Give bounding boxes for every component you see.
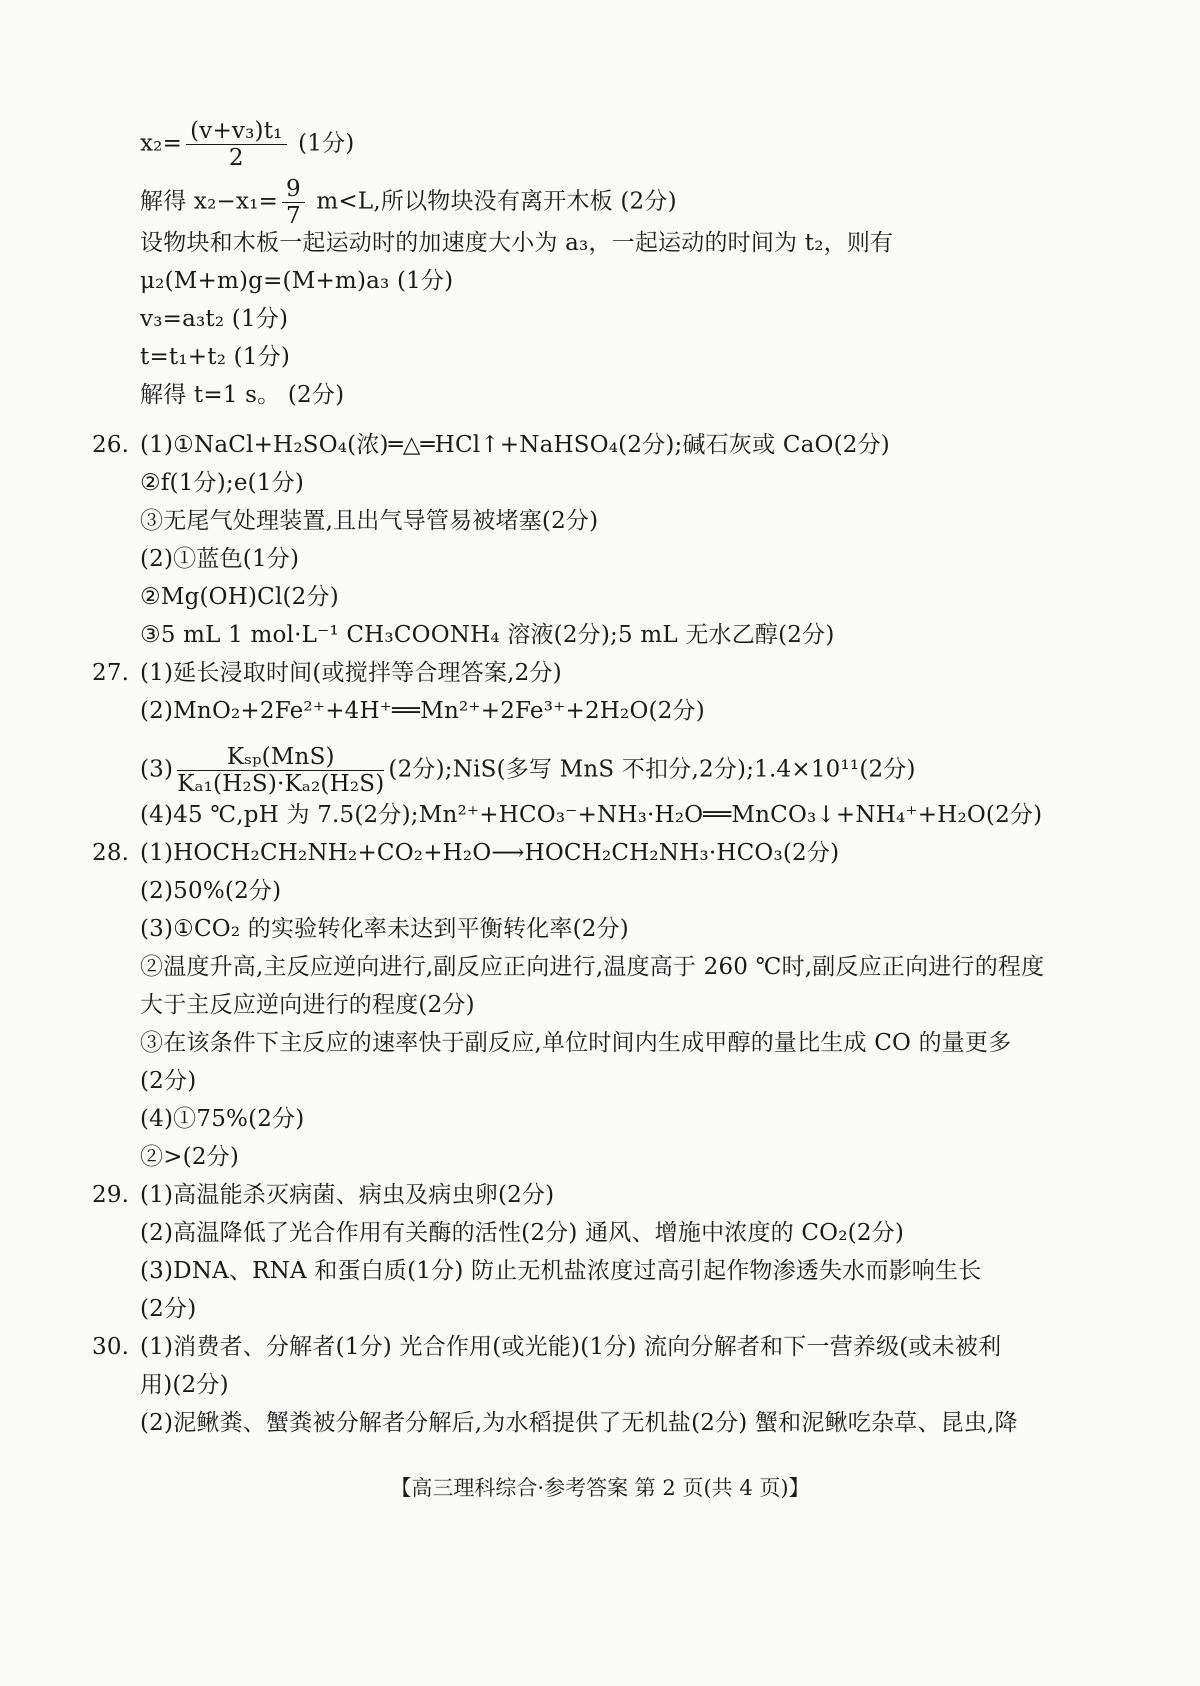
q30-line-3: (2)泥鳅粪、蟹粪被分解者分解后,为水稻提供了无机盐(2分) 蟹和泥鳅吃杂草、昆虫,降 bbox=[140, 1410, 1018, 1436]
fraction-denominator: Kₐ₁(H₂S)·Kₐ₂(H₂S) bbox=[177, 771, 385, 797]
q29-line-4: (2分) bbox=[140, 1296, 197, 1322]
q28-line-6: ③在该条件下主反应的速率快于副反应,单位时间内生成甲醇的量比生成 CO 的量更多 bbox=[140, 1030, 1012, 1056]
answer-text: (1)①NaCl+H₂SO₄(浓)═△═HCl↑+NaHSO₄(2分);碱石灰或 CaO(2分) bbox=[140, 432, 890, 458]
physics-line-3: 设物块和木板一起运动时的加速度大小为 a₃，一起运动的时间为 t₂，则有 bbox=[140, 230, 894, 256]
q27-line-3 bbox=[140, 744, 916, 797]
fraction bbox=[177, 744, 384, 797]
fraction-denominator: 2 bbox=[228, 145, 244, 171]
answer-text: (1)HOCH₂CH₂NH₂+CO₂+H₂O⟶HOCH₂CH₂NH₃·HCO₃(2分) bbox=[140, 840, 840, 866]
fraction-denominator: 7 bbox=[286, 203, 301, 229]
physics-line-6: t=t₁+t₂ (1分) bbox=[140, 344, 291, 370]
question-number: 28. bbox=[92, 840, 130, 866]
q26-line-4: (2)①蓝色(1分) bbox=[140, 546, 300, 572]
physics-line-7: 解得 t=1 s。 (2分) bbox=[140, 382, 345, 408]
q28-line-2: (2)50%(2分) bbox=[140, 878, 282, 904]
q26-line-5: ②Mg(OH)Cl(2分) bbox=[140, 584, 339, 610]
q27-line-4: (4)45 ℃,pH 为 7.5(2分);Mn²⁺+HCO₃⁻+NH₃·H₂O══MnCO₃↓+NH₄⁺+H₂O(2分) bbox=[140, 802, 1043, 828]
answer-text: (1)延长浸取时间(或搅拌等合理答案,2分) bbox=[140, 660, 562, 686]
q28-line-8: (4)①75%(2分) bbox=[140, 1106, 305, 1132]
q29-line-1 bbox=[92, 1180, 554, 1210]
physics-line-4: μ₂(M+m)g=(M+m)a₃ (1分) bbox=[140, 268, 454, 294]
physics-line-1 bbox=[140, 118, 354, 171]
q30-line-1 bbox=[92, 1332, 1001, 1362]
equation-lhs: 解得 x₂−x₁= bbox=[140, 188, 279, 215]
question-number: 27. bbox=[92, 660, 130, 686]
q27-line-2: (2)MnO₂+2Fe²⁺+4H⁺══Mn²⁺+2Fe³⁺+2H₂O(2分) bbox=[140, 698, 705, 724]
fraction-numerator: Kₛₚ(MnS) bbox=[177, 744, 384, 771]
q28-line-7: (2分) bbox=[140, 1068, 197, 1094]
fraction bbox=[186, 118, 287, 171]
q29-line-2: (2)高温降低了光合作用有关酶的活性(2分) 通风、增施中浓度的 CO₂(2分) bbox=[140, 1220, 905, 1246]
q30-line-2: 用)(2分) bbox=[140, 1372, 229, 1398]
q28-line-1 bbox=[92, 838, 839, 868]
q28-line-9: ②>(2分) bbox=[140, 1144, 240, 1170]
sub-number: (3) bbox=[140, 756, 174, 783]
q26-line-3: ③无尾气处理装置,且出气导管易被堵塞(2分) bbox=[140, 508, 599, 534]
fraction bbox=[282, 176, 305, 229]
equation-rhs: m<L,所以物块没有离开木板 (2分) bbox=[308, 188, 677, 215]
physics-line-5: v₃=a₃t₂ (1分) bbox=[140, 306, 289, 332]
equation-lhs: x₂= bbox=[140, 130, 183, 157]
q28-line-5: 大于主反应逆向进行的程度(2分) bbox=[140, 992, 475, 1018]
q26-line-2: ②f(1分);e(1分) bbox=[140, 470, 305, 496]
question-number: 29. bbox=[92, 1182, 130, 1208]
answer-text: (2分);NiS(多写 MnS 不扣分,2分);1.4×10¹¹(2分) bbox=[388, 756, 916, 783]
page-footer: 【高三理科综合·参考答案 第 2 页(共 4 页)】 bbox=[390, 1476, 810, 1500]
q28-line-3: (3)①CO₂ 的实验转化率未达到平衡转化率(2分) bbox=[140, 916, 629, 942]
q29-line-3: (3)DNA、RNA 和蛋白质(1分) 防止无机盐浓度过高引起作物渗透失水而影响生长 bbox=[140, 1258, 982, 1284]
q28-line-4: ②温度升高,主反应逆向进行,副反应正向进行,温度高于 260 ℃时,副反应正向进行的程度 bbox=[140, 954, 1045, 980]
q26-line-6: ③5 mL 1 mol·L⁻¹ CH₃COONH₄ 溶液(2分);5 mL 无水乙醇(2分) bbox=[140, 622, 835, 648]
q26-line-1 bbox=[92, 430, 890, 460]
physics-line-2 bbox=[140, 176, 677, 229]
question-number: 30. bbox=[92, 1334, 130, 1360]
answer-text: (1)消费者、分解者(1分) 光合作用(或光能)(1分) 流向分解者和下一营养级(或未被利 bbox=[140, 1334, 1002, 1360]
fraction-numerator: 9 bbox=[282, 176, 305, 203]
score-note: (1分) bbox=[290, 130, 355, 157]
fraction-numerator: (v+v₃)t₁ bbox=[186, 118, 287, 145]
question-number: 26. bbox=[92, 432, 130, 458]
q27-line-1 bbox=[92, 658, 562, 688]
answer-text: (1)高温能杀灭病菌、病虫及病虫卵(2分) bbox=[140, 1182, 555, 1208]
